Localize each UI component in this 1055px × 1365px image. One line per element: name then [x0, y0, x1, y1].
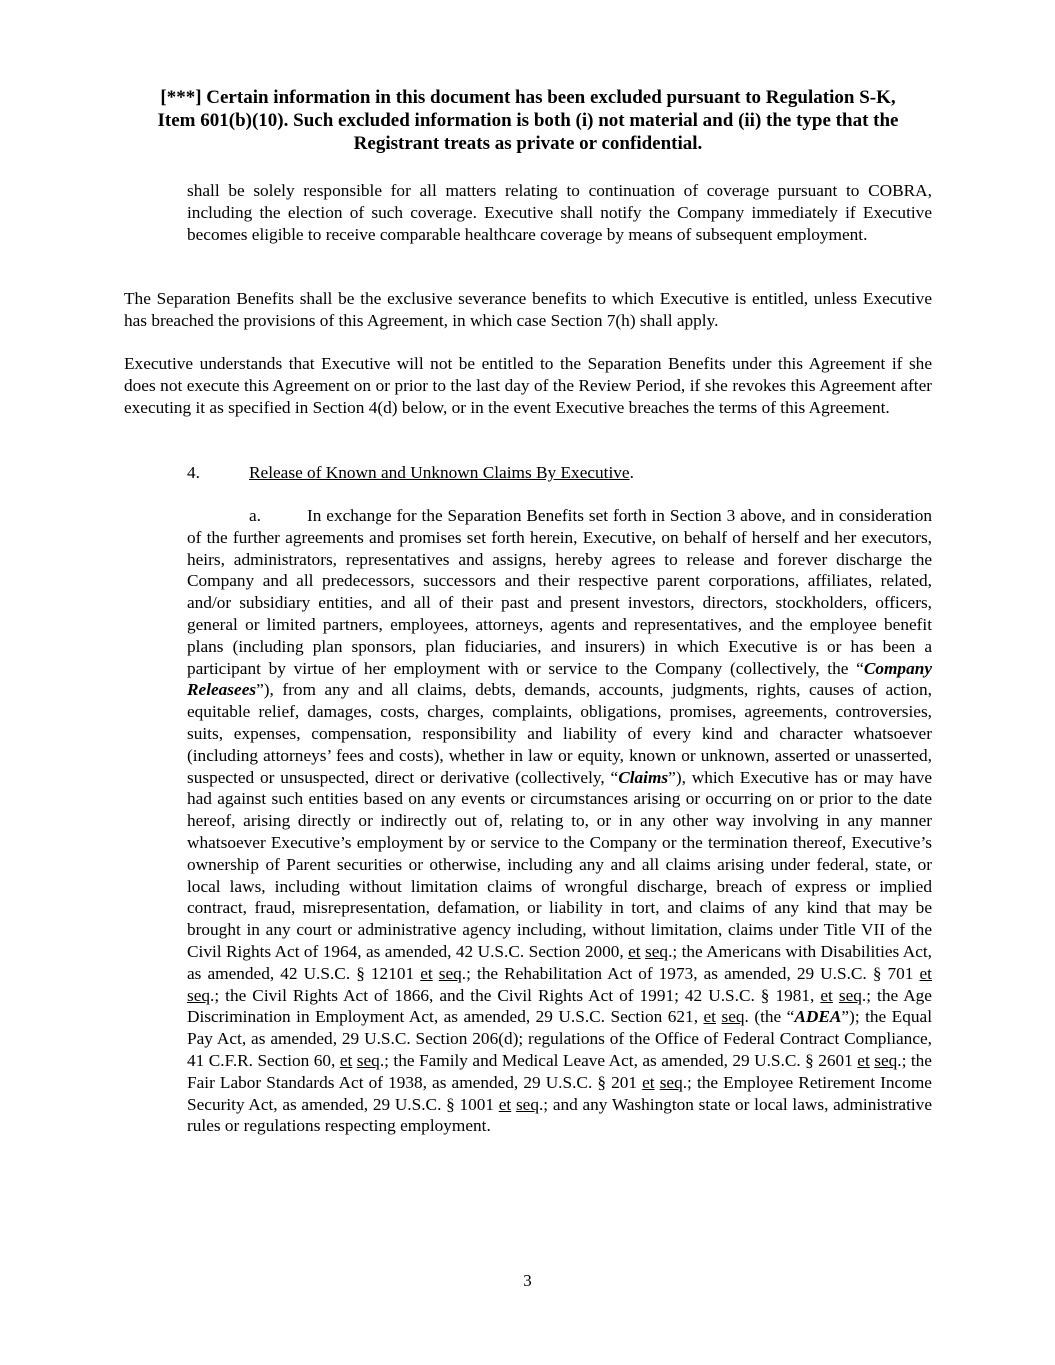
seq-citation: seq — [838, 985, 862, 1005]
release-text-1: In exchange for the Separation Benefits set forth in Section 3 above, and in consideration of the further agreements and promises set forth herein, Executive, on behalf of herself and her executors, heirs, administrators, representatives and assigns, hereby agrees to release and forever discharge the Company and all predecessors, successors and their respective parent corporations, affiliates, related, and/or subsidiary entities, and all of their past and present investors, directors, stockholders, officers, general or limited partners, employees, attorneys, agents and representatives, and the employee benefit plans (including plan sponsors, plan fiduciaries, and insurers) in which Executive is or has been a participant by virtue of her employment with or service to the Company (collectively, the “ — [187, 506, 932, 678]
et-citation: et — [919, 963, 932, 983]
header-line-1: [***] Certain information in this document has been excluded pursuant to Regulation S-K, — [160, 87, 896, 108]
release-text-2: ”), from any and all claims, debts, demands, accounts, judgments, rights, causes of action, equitable relief, damages, costs, charges, complaints, obligations, promises, agreements, controversies, suits, expenses, compensation, responsibility and liability of every kind and character whatsoever (including attorneys’ fees and costs), whether in law or equity, known or unknown, asserted or unasserted, suspected or unsuspected, direct or derivative (collectively, “ — [187, 680, 932, 787]
seq-citation: seq — [659, 1072, 683, 1092]
seq-citation: seq — [438, 963, 462, 983]
header-line-2: Item 601(b)(10). Such excluded information is both (i) not material and (ii) the type that the — [157, 110, 899, 131]
release-text-9: ”); the Equal Pay Act, as amended, 29 U.S.C. Section 206(d); regulations of the Office of Federal Contract Compliance, 41 C.F.R. Section 60, — [187, 1007, 932, 1070]
release-text-4: .; the Americans with Disabilities Act, as amended, 42 U.S.C. § 12101 — [187, 941, 932, 983]
release-text-11: .; the Fair Labor Standards Act of 1938, as amended, 29 U.S.C. § 201 — [187, 1050, 932, 1092]
subsection-label: a. — [249, 506, 261, 525]
executive-understands-paragraph: Executive understands that Executive will not be entitled to the Separation Benefits under this Agreement if she does not execute this Agreement on or prior to the last day of the Review Period, if she revokes this Agreement after executing it as specified in Section 4(d) below, or in the event Executive breaches the terms of this Agreement. — [124, 354, 932, 417]
et-citation: et — [703, 1007, 716, 1027]
et-citation: et — [820, 985, 833, 1005]
seq-citation: seq — [874, 1050, 898, 1070]
release-text-3: ”), which Executive has or may have had against such entities based on any events or circumstances arising or occurring on or prior to the date hereof, arising directly or indirectly out of, relating to, or in any other way involving in any manner whatsoever Executive’s employment by or service to the Company or the termination thereof, Executive’s ownership of Parent securities or otherwise, including any and all claims arising under federal, state, or local laws, including without limitation claims of wrongful discharge, breach of express or implied contract, fraud, misrepresentation, defamation, or liability in tort, and claims of any kind that may be brought in any court or administrative agency including, without limitation, claims under Title VII of the Civil Rights Act of 1964, as amended, 42 U.S.C. Section 2000, — [187, 767, 932, 961]
defined-term-adea: ADEA — [794, 1007, 842, 1027]
release-text-6: .; the Civil Rights Act of 1866, and the Civil Rights Act of 1991; 42 U.S.C. § 1981, — [210, 985, 821, 1005]
et-citation: et — [642, 1072, 655, 1092]
subsection-a-paragraph — [187, 505, 932, 1137]
seq-citation: seq — [356, 1050, 380, 1070]
defined-term-company-releasees: Company Releasees — [187, 658, 932, 700]
seq-citation: seq — [515, 1094, 539, 1114]
confidentiality-header — [124, 86, 932, 155]
release-text-13: .; and any Washington state or local laws, administrative rules or regulations respecting employment. — [187, 1094, 932, 1136]
page-number: 3 — [523, 1271, 532, 1290]
section-number: 4. — [187, 463, 200, 482]
et-citation: et — [339, 1050, 353, 1070]
et-citation: et — [498, 1094, 512, 1114]
release-text-7: .; the Age Discrimination in Employment Act, as amended, 29 U.S.C. Section 621, — [187, 985, 932, 1027]
section-title: Release of Known and Unknown Claims By Executive — [249, 463, 630, 482]
section-title-period: . — [629, 463, 634, 482]
separation-benefits-paragraph: The Separation Benefits shall be the exclusive severance benefits to which Executive is entitled, unless Executive has breached the provisions of this Agreement, in which case Section 7(h) shall apply. — [124, 289, 932, 330]
et-citation: et — [420, 963, 433, 983]
cobra-continuation-paragraph: shall be solely responsible for all matters relating to continuation of coverage pursuant to COBRA, including the election of such coverage. Executive shall notify the Company immediately if Executive becomes eligible to receive comparable healthcare coverage by means of subsequent employment. — [187, 181, 932, 244]
seq-citation: seq — [187, 985, 211, 1005]
release-text-10: .; the Family and Medical Leave Act, as amended, 29 U.S.C. § 2601 — [379, 1050, 858, 1070]
release-text-12: .; the Employee Retirement Income Security Act, as amended, 29 U.S.C. § 1001 — [187, 1072, 932, 1114]
release-text-5: .; the Rehabilitation Act of 1973, as amended, 29 U.S.C. § 701 — [461, 963, 920, 983]
header-line-3: Registrant treats as private or confidential. — [353, 133, 703, 154]
defined-term-claims: Claims — [618, 767, 669, 787]
seq-citation: seq — [721, 1007, 745, 1027]
release-text-8: . (the “ — [744, 1007, 795, 1027]
seq-citation: seq — [645, 941, 669, 961]
et-citation: et — [857, 1050, 870, 1070]
et-citation: et — [628, 941, 641, 961]
section-4-heading — [187, 462, 932, 484]
